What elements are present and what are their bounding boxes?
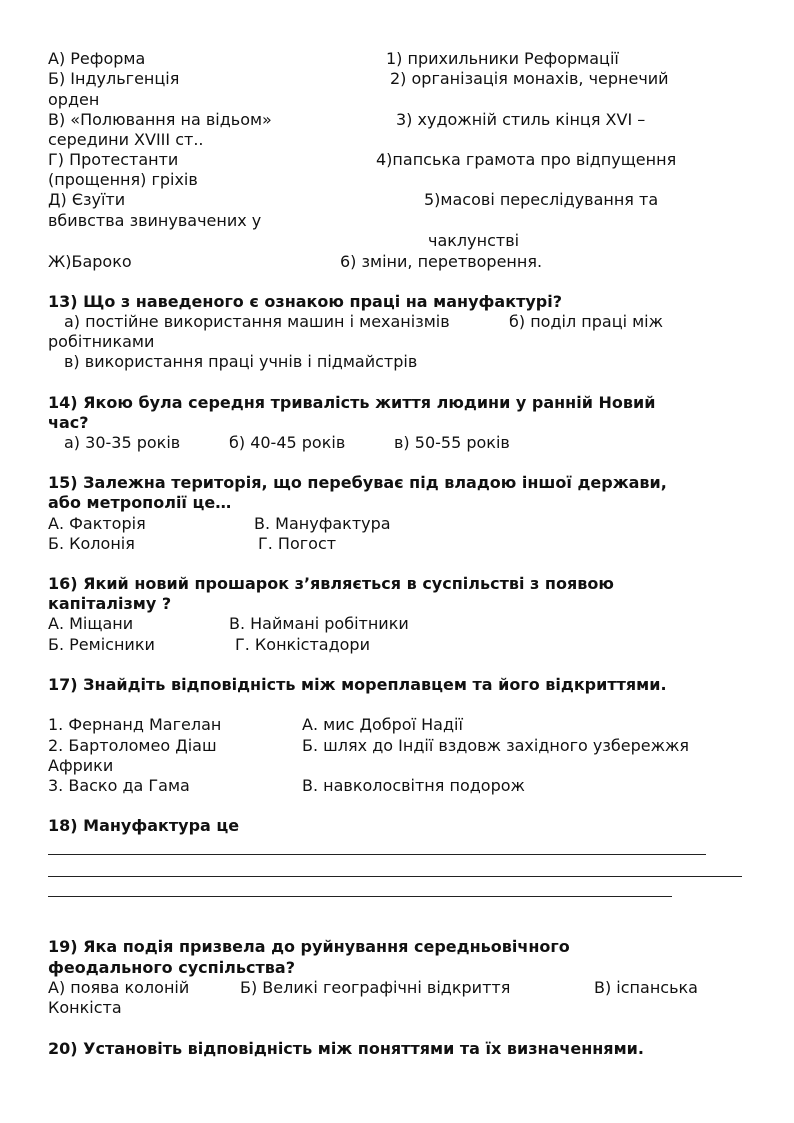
match-right-3-cont: середини XVIII ст.. (48, 130, 204, 149)
match-right-1: 1) прихильники Реформації (386, 49, 619, 68)
q16-option-c: Б. Ремісники (48, 635, 155, 654)
q19-option-a: А) поява колоній (48, 978, 190, 997)
q15-title-cont: або метрополії це… (48, 493, 232, 512)
q16-title-cont: капіталізму ? (48, 594, 172, 613)
q15-option-a: А. Факторія (48, 514, 146, 533)
match-right-2-cont: орден (48, 90, 100, 109)
q17-left-2: 2. Бартоломео Діаш (48, 736, 217, 755)
q17-right-a: А. мис Доброї Надії (302, 715, 463, 734)
match-left-a: А) Реформа (48, 49, 146, 68)
q16-option-a: А. Міщани (48, 614, 134, 633)
match-right-2: 2) організація монахів, чернечий (390, 69, 669, 88)
match-left-e: Д) Єзуїти (48, 190, 126, 209)
match-left-b: Б) Індульгенція (48, 69, 180, 88)
q13-option-c: в) використання праці учнів і підмайстрів (64, 352, 418, 371)
q17-title: 17) Знайдіть відповідність між мореплавцем та його відкриттями. (48, 675, 667, 694)
q14-option-b: б) 40-45 років (229, 433, 346, 452)
q19-option-c-cont: Конкіста (48, 998, 122, 1017)
answer-line-1 (48, 854, 706, 855)
q14-title-cont: час? (48, 413, 89, 432)
answer-line-3 (48, 896, 672, 897)
match-right-5-cont2: чаклунстві (428, 231, 520, 250)
q14-option-a: а) 30-35 років (64, 433, 181, 452)
q13-option-b-cont: робітниками (48, 332, 155, 351)
q17-left-3: 3. Васко да Гама (48, 776, 190, 795)
match-right-5-cont: вбивства звинувачених у (48, 211, 262, 230)
q15-option-b: В. Мануфактура (254, 514, 391, 533)
q19-title: 19) Яка подія призвела до руйнування середньовічного (48, 937, 570, 956)
q14-option-c: в) 50-55 років (394, 433, 510, 452)
q20-title: 20) Установіть відповідність між поняттями та їх визначеннями. (48, 1039, 644, 1058)
match-right-5: 5)масові переслідування та (424, 190, 659, 209)
q16-option-b: В. Наймані робітники (229, 614, 409, 633)
match-right-3: 3) художній стиль кінця XVI – (396, 110, 646, 129)
q17-right-b: Б. шлях до Індії вздовж західного узбережжя (302, 736, 690, 755)
q17-left-1: 1. Фернанд Магелан (48, 715, 222, 734)
q16-title: 16) Який новий прошарок з’являється в суспільстві з появою (48, 574, 614, 593)
q19-option-b: Б) Великі географічні відкриття (240, 978, 511, 997)
match-right-4: 4)папська грамота про відпущення (376, 150, 677, 169)
q13-option-b: б) поділ праці між (509, 312, 664, 331)
q15-title: 15) Залежна територія, що перебуває під владою іншої держави, (48, 473, 667, 492)
q19-title-cont: феодального суспільства? (48, 958, 295, 977)
q13-title: 13) Що з наведеного є ознакою праці на мануфактурі? (48, 292, 562, 311)
q15-option-c: Б. Колонія (48, 534, 135, 553)
q14-title: 14) Якою була середня тривалість життя людини у ранній Новий (48, 393, 656, 412)
match-left-f: Ж)Бароко (48, 252, 132, 271)
q16-option-d: Г. Конкістадори (235, 635, 370, 654)
q19-option-c: В) іспанська (594, 978, 698, 997)
q17-right-b-cont: Африки (48, 756, 114, 775)
q13-option-a: а) постійне використання машин і механізмів (64, 312, 450, 331)
answer-line-2 (48, 876, 742, 877)
match-left-c: В) «Полювання на відьом» (48, 110, 272, 129)
q15-option-d: Г. Погост (258, 534, 337, 553)
q18-title: 18) Мануфактура це (48, 816, 240, 835)
match-left-d: Г) Протестанти (48, 150, 179, 169)
match-right-4-cont: (прощення) гріхів (48, 170, 198, 189)
q17-right-c: В. навколосвітня подорож (302, 776, 525, 795)
match-right-6: 6) зміни, перетворення. (340, 252, 543, 271)
